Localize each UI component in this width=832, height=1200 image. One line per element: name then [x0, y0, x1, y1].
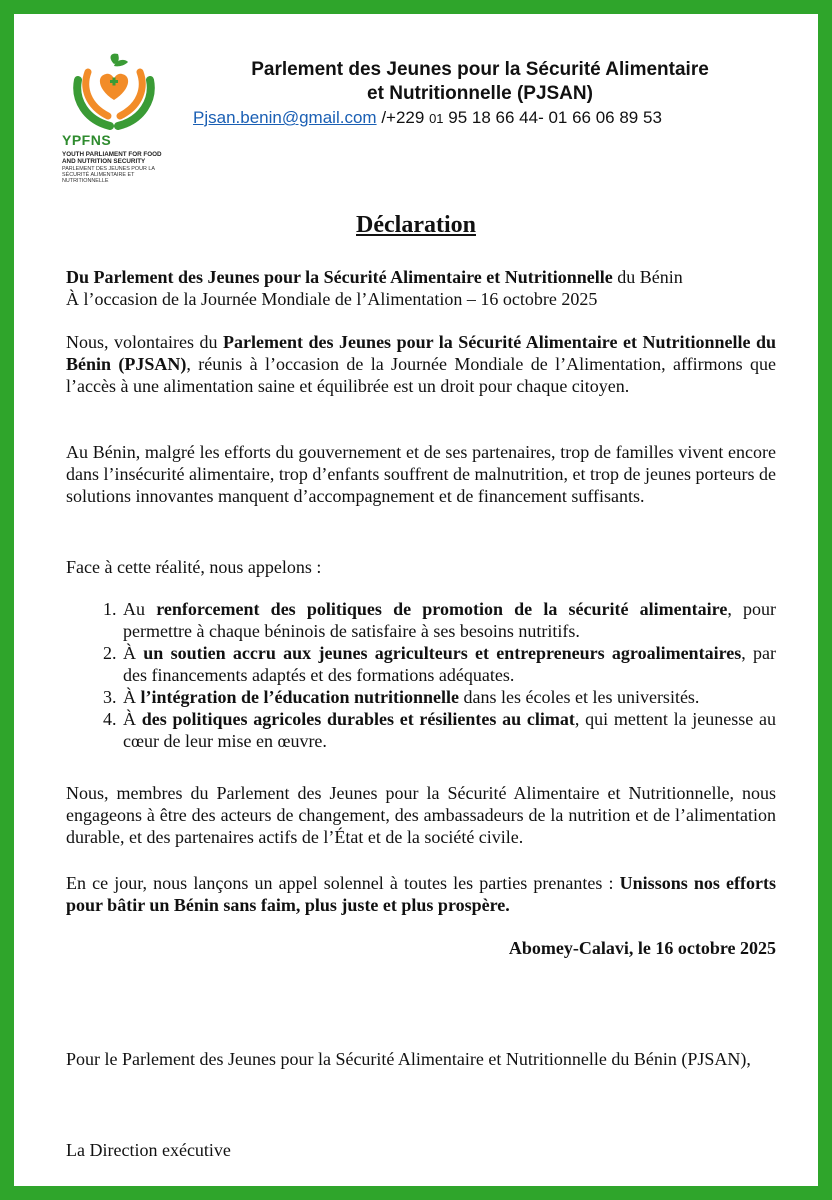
closing-text: Pour le Parlement des Jeunes pour la Sécurité Alimentaire et Nutritionnelle du Bénin (PJSAN), — [66, 1049, 751, 1069]
para1-post: , réunis à l’occasion de la Journée Mondiale de l’Alimentation, affirmons que l’accès à une alimentation saine et équilibrée est un droit pour chaque citoyen. — [66, 354, 777, 396]
recommendations-list — [66, 598, 776, 752]
phone-numbers: 95 18 66 44- 01 66 06 89 53 — [448, 108, 662, 127]
phone-prefix: /+229 — [381, 108, 425, 127]
para1-pre: Nous, volontaires du — [66, 332, 224, 352]
phone-code: 01 — [429, 111, 444, 126]
list-item: 1. Au renforcement des politiques de promotion de la sécurité alimentaire, pour permettre à chaque béninois de satisfaire à ses besoins nutritifs. — [121, 598, 776, 642]
contact-line — [193, 108, 662, 128]
declaration-title: Déclaration — [356, 212, 476, 238]
place-date: Abomey-Calavi, le 16 octobre 2025 — [508, 938, 776, 958]
list-item: 2. À un soutien accru aux jeunes agriculteurs et entrepreneurs agroalimentaires, par des financements adaptés et des formations adéquates. — [121, 642, 776, 686]
email-link[interactable]: Pjsan.benin@gmail.com — [193, 108, 377, 127]
paragraph-4: Nous, membres du Parlement des Jeunes pour la Sécurité Alimentaire et Nutritionnelle, nous engageons à être des acteurs de changement, des ambassadeurs de la nutrition et de l’alimentation durable, et des partenaires actifs de l’État et de la société civile. — [66, 783, 776, 847]
list-item: 4. À des politiques agricoles durables et résilientes au climat, qui mettent la jeunesse au cœur de leur mise en œuvre. — [121, 708, 776, 752]
logo-english-name: YOUTH PARLIAMENT FOR FOOD AND NUTRITION SECURITY — [62, 151, 162, 165]
hands-heart-logo-icon — [68, 50, 160, 130]
paragraph-2: Au Bénin, malgré les efforts du gouvernement et de ses partenaires, trop de familles vivent encore dans l’insécurité alimentaire, trop d’enfants souffrent de malnutrition, et trop de jeunes porteurs de solutions innovantes manquent d’accompagnement et de financement suffisants. — [66, 442, 776, 506]
signatory: La Direction exécutive — [66, 1140, 231, 1160]
para5-bold: Unissons nos efforts pour bâtir un Bénin sans faim, plus juste et plus prospère. — [66, 873, 776, 915]
intro-bold: Du Parlement des Jeunes pour la Sécurité Alimentaire et Nutritionnelle — [66, 267, 613, 287]
para1-bold: Parlement des Jeunes pour la Sécurité Alimentaire et Nutritionnelle du Bénin (PJSAN) — [66, 332, 777, 374]
title-line-1: Parlement des Jeunes pour la Sécurité Alimentaire — [251, 59, 709, 80]
logo-french-name: PARLEMENT DES JEUNES POUR LA SÉCURITÉ ALIMENTAIRE ET NUTRITIONNELLE — [62, 166, 155, 184]
paragraph-3: Face à cette réalité, nous appelons : — [66, 557, 322, 577]
logo-acronym: YPFNS — [62, 132, 112, 148]
paragraph-5 — [66, 872, 776, 916]
intro-line-2: À l’occasion de la Journée Mondiale de l’Alimentation – 16 octobre 2025 — [66, 289, 598, 309]
paragraph-1 — [66, 331, 776, 397]
list-item: 3. À l’intégration de l’éducation nutritionnelle dans les écoles et les universités. — [121, 686, 776, 708]
para5-pre: En ce jour, nous lançons un appel solennel à toutes les parties prenantes : — [66, 873, 620, 893]
organization-title — [176, 58, 784, 106]
intro-paragraph — [66, 266, 776, 310]
ypfns-logo — [56, 50, 176, 186]
title-line-2: et Nutritionnelle (PJSAN) — [367, 83, 593, 104]
intro-rest: du Bénin — [612, 267, 683, 287]
intro-line-1 — [66, 266, 776, 288]
